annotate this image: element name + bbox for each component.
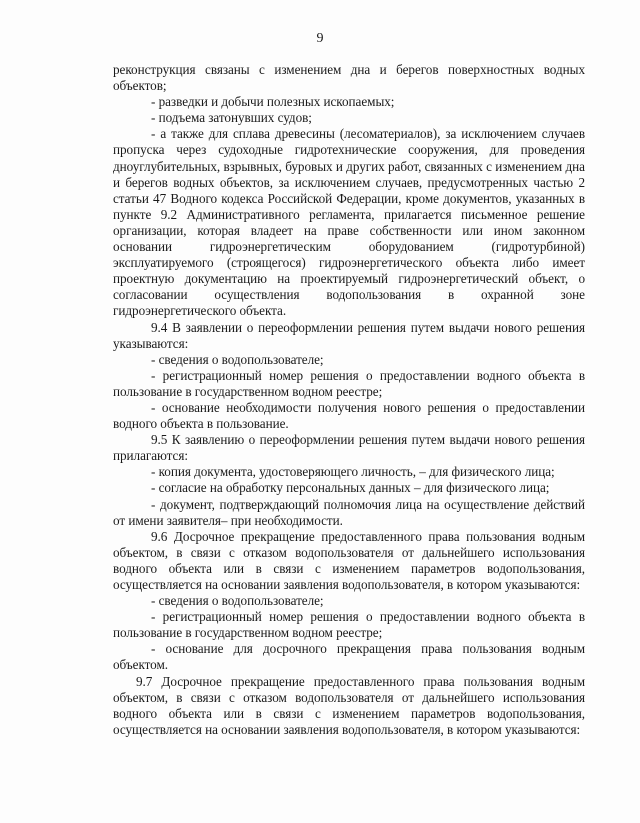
list-item: - регистрационный номер решения о предоставлении водного объекта в пользование в государственном водном реестре; <box>113 609 585 641</box>
list-item: - сведения о водопользователе; <box>151 351 324 367</box>
list-item: - документ, подтверждающий полномочия лица на осуществление действий от имени заявителя– при необходимости. <box>113 496 585 528</box>
document-body <box>113 62 585 738</box>
clause-9-7: 9.7 Досрочное прекращение предоставленного права пользования водным объектом, в связи с отказом водопользователя от дальнейшего использования водного объекта или в связи с изменением параметров водопользования, осуществляется на основании заявления водопользователя, в котором указываются: <box>113 673 585 737</box>
list-item: - основание для досрочного прекращения права пользования водным объектом. <box>113 641 585 673</box>
list-item: - разведки и добычи полезных ископаемых; <box>151 94 395 110</box>
list-item: - а также для сплава древесины (лесоматериалов), за исключением случаев пропуска через судоходные гидротехнические сооружения, для проведения дноуглубительных, взрывных, буровых и других работ, связанных с изменением дна и берегов водных объектов, за исключением случаев, предусмотренных частью 2 статьи 47 Водного кодекса Российской Федерации, кроме документов, указанных в пункте 9.2 Административного регламента, прилагается письменное решение организации, которая владеет на праве собственности или ином законном основании гидроэнергетическим оборудованием (гидротурбиной) эксплуатируемого (строящегося) гидроэнергетического объекта либо имеет проектную документацию на проектируемый гидроэнергетический объект, о согласовании осуществления водопользования в охранной зоне гидроэнергетического объекта. <box>113 126 585 319</box>
clause-9-4: 9.4 В заявлении о переоформлении решения путем выдачи нового решения указываются: <box>113 319 585 351</box>
list-item: - сведения о водопользователе; <box>151 593 324 609</box>
list-item: - основание необходимости получения нового решения о предоставлении водного объекта в пользование. <box>113 399 585 432</box>
clause-9-6: 9.6 Досрочное прекращение предоставленного права пользования водным объектом, в связи с отказом водопользователя от дальнейшего использования водного объекта или в связи с изменением параметров водопользования, осуществляется на основании заявления водопользователя, в котором указываются: <box>113 528 585 592</box>
list-item: - подъема затонувших судов; <box>151 110 312 126</box>
list-item: - регистрационный номер решения о предоставлении водного объекта в пользование в государственном водном реестре; <box>113 367 585 399</box>
list-item: - согласие на обработку персональных данных – для физического лица; <box>151 480 550 496</box>
page-number: 9 <box>316 31 324 46</box>
clause-9-5: 9.5 К заявлению о переоформлении решения путем выдачи нового решения прилагаются: <box>113 432 585 464</box>
paragraph-continuation: реконструкция связаны с изменением дна и берегов поверхностных водных объектов; <box>113 62 585 94</box>
list-item: - копия документа, удостоверяющего личность, – для физического лица; <box>151 464 555 480</box>
